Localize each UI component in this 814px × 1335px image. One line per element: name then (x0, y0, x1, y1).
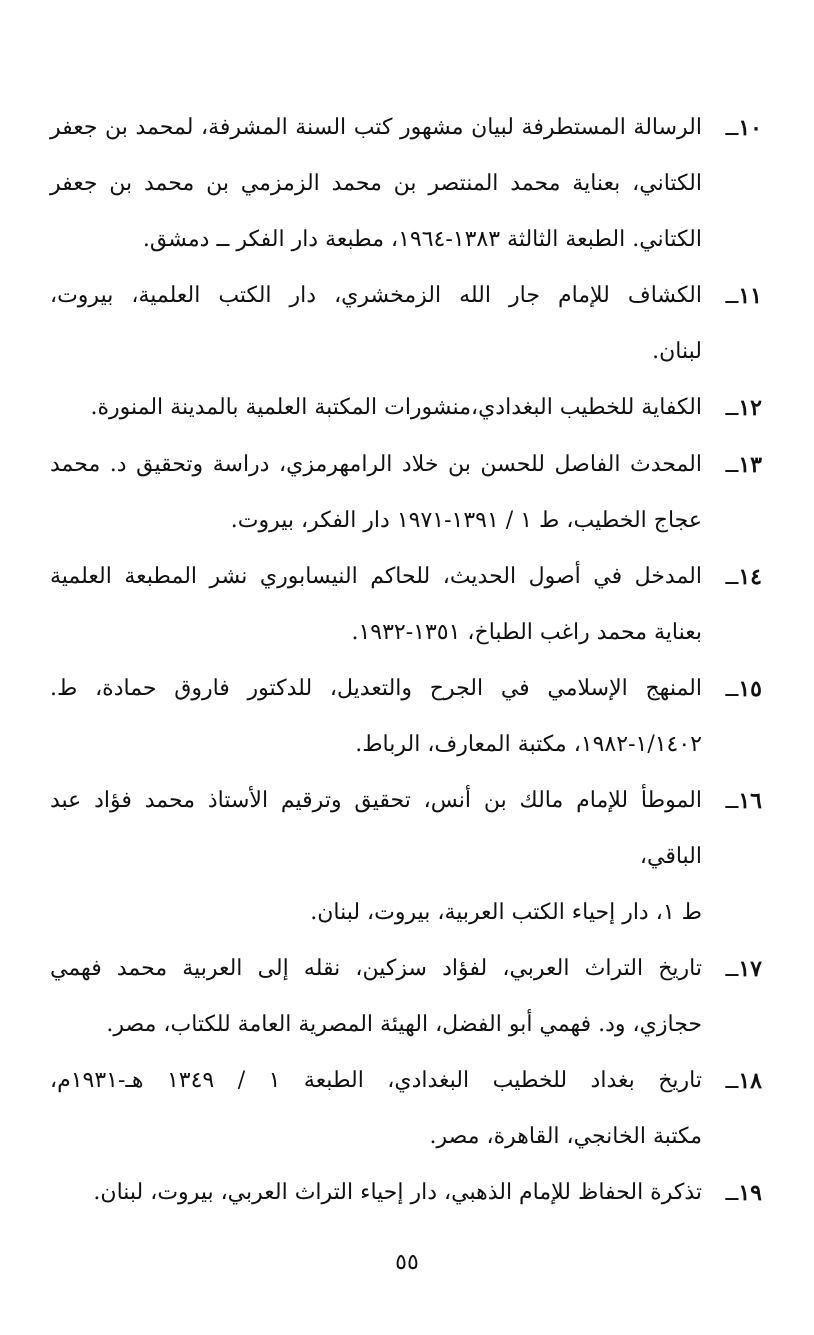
reference-item (50, 100, 762, 268)
reference-number: ١٣ ــ (702, 437, 762, 494)
reference-number: ١٢ ــ (702, 380, 762, 437)
reference-item (50, 661, 762, 773)
page-number: ٥٥ (395, 1250, 419, 1275)
reference-line: تذكرة الحفاظ للإمام الذهبي، دار إحياء التراث العربي، بيروت، لبنان. (93, 1180, 702, 1205)
reference-text (50, 1053, 702, 1165)
reference-line: المدخل في أصول الحديث، للحاكم النيسابوري نشر المطبعة العلمية (50, 564, 702, 589)
reference-text (50, 941, 702, 1053)
reference-line: مكتبة الخانجي، القاهرة، مصر. (429, 1124, 702, 1149)
reference-text (50, 549, 702, 661)
reference-line: الرسالة المستطرفة لبيان مشهور كتب السنة المشرفة، لمحمد بن جعفر (50, 115, 702, 140)
reference-line: المنهج الإسلامي في الجرح والتعديل، للدكتور فاروق حمادة، ط. (50, 676, 702, 701)
reference-line: الكفاية للخطيب البغدادي،منشورات المكتبة العلمية بالمدينة المنورة. (90, 395, 702, 420)
reference-item (50, 549, 762, 661)
reference-line: بعناية محمد راغب الطباخ، ١٣٥١-١٩٣٢. (351, 620, 702, 645)
reference-text (50, 380, 702, 436)
reference-list (50, 100, 762, 1222)
reference-number: ١٩ ــ (702, 1165, 762, 1222)
reference-item (50, 1053, 762, 1165)
reference-item (50, 773, 762, 941)
reference-number: ١٠ ــ (702, 100, 762, 157)
reference-line: حجازي، ود. فهمي أبو الفضل، الهيئة المصرية العامة للكتاب، مصر. (106, 1012, 702, 1037)
reference-number: ١٧ ــ (702, 941, 762, 998)
reference-line: الكتاني. الطبعة الثالثة ١٣٨٣-١٩٦٤، مطبعة دار الفكر ــ دمشق. (142, 227, 702, 252)
reference-item (50, 941, 762, 1053)
reference-line: لبنان. (652, 339, 702, 364)
reference-number: ١٥ ــ (702, 661, 762, 718)
reference-line: تاريخ التراث العربي، لفؤاد سزكين، نقله إلى العربية محمد فهمي (50, 956, 702, 981)
reference-line: عجاج الخطيب، ط ١ / ١٣٩١-١٩٧١ دار الفكر، بيروت. (230, 508, 702, 533)
reference-number: ١٤ ــ (702, 549, 762, 606)
reference-number: ١٨ ــ (702, 1053, 762, 1110)
reference-number: ١٦ ــ (702, 773, 762, 830)
reference-line: الكتاني، بعناية محمد المنتصر بن محمد الزمزمي بن محمد بن جعفر (50, 171, 702, 196)
reference-item (50, 268, 762, 380)
reference-item (50, 380, 762, 437)
reference-number: ١١ ــ (702, 268, 762, 325)
reference-text (50, 661, 702, 773)
reference-item (50, 437, 762, 549)
reference-line: ١/١٤٠٢-١٩٨٢، مكتبة المعارف، الرباط. (355, 732, 702, 757)
reference-line: تاريخ بغداد للخطيب البغدادي، الطبعة ١ / ١٣٤٩ هـ-١٩٣١م، (50, 1068, 702, 1093)
reference-text (50, 437, 702, 549)
reference-text (50, 268, 702, 380)
reference-item (50, 1165, 762, 1222)
reference-line: الكشاف للإمام جار الله الزمخشري، دار الكتب العلمية، بيروت، (50, 283, 702, 308)
reference-line: الموطأ للإمام مالك بن أنس، تحقيق وترقيم الأستاذ محمد فؤاد عبد الباقي، (50, 788, 702, 869)
reference-text (50, 1165, 702, 1221)
reference-line: ط ١، دار إحياء الكتب العربية، بيروت، لبنان. (310, 900, 702, 925)
reference-line: المحدث الفاصل للحسن بن خلاد الرامهرمزي، دراسة وتحقيق د. محمد (50, 452, 702, 477)
reference-text (50, 773, 702, 941)
reference-text (50, 100, 702, 268)
